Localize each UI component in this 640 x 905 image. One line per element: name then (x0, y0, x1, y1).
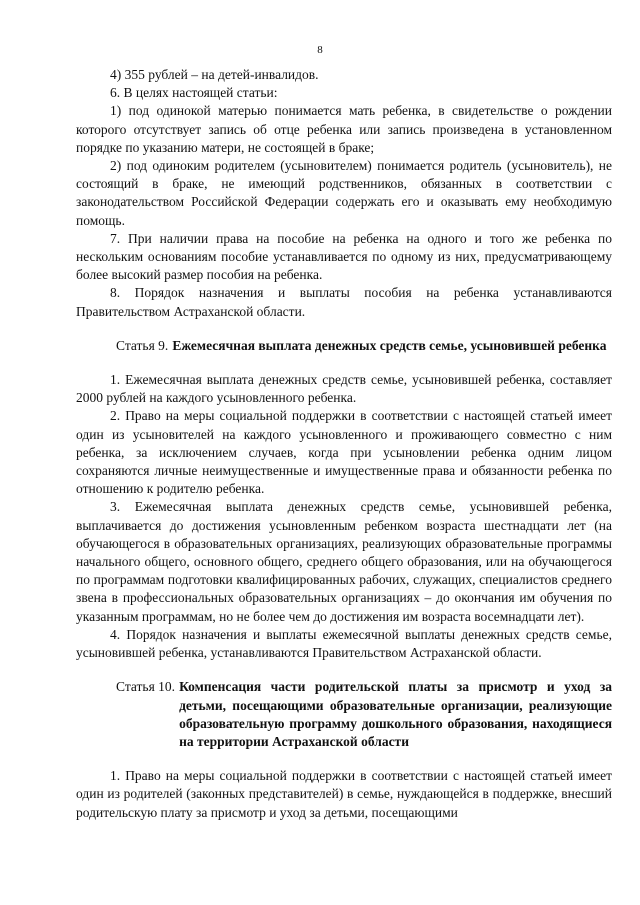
article-9-heading (76, 337, 612, 355)
paragraph: 4) 355 рублей – на детей-инвалидов. (110, 67, 319, 82)
paragraph: 3. Ежемесячная выплата денежных средств семье, усыновившей ребенка, выплачивается до достижения усыновленным ребенком возраста шестнадцати лет (на обучающегося в образовательных организациях, реализующих образовательные программы начального общего, основного общего, среднего общего образования, или на обучающегося по программам подготовки квалифицированных рабочих, служащих, специалистов среднего звена в профессиональных образовательных организациях – до окончания им обучения по указанным программам, но не более чем до достижения им возраста восемнадцати лет). (76, 499, 612, 624)
article-10-heading (76, 678, 612, 751)
paragraph: 8. Порядок назначения и выплаты пособия на ребенка устанавливаются Правительством Астраханской области. (76, 285, 612, 319)
paragraph: 1) под одинокой матерью понимается мать ребенка, в свидетельстве о рождении которого отсутствует запись об отце ребенка или запись произведена в установленном порядке по указанию матери, не состоящей в браке; (76, 103, 612, 155)
page-number: 8 (317, 44, 323, 56)
document-body (76, 66, 612, 822)
article-9-label: Статья 9. (116, 337, 169, 353)
paragraph: 4. Порядок назначения и выплаты ежемесячной выплаты денежных средств семье, усыновившей ребенка, устанавливаются Правительством Астраханской области. (76, 626, 612, 661)
paragraph: 2) под одиноким родителем (усыновителем) понимается родитель (усыновитель), не состоящий в браке, не имеющий родственников, обязанных в соответствии с законодательством Российской Федерации содержать его и оказывать ему необходимую помощь. (76, 158, 612, 228)
paragraph: 6. В целях настоящей статьи: (110, 85, 278, 101)
paragraph: 7. При наличии права на пособие на ребенка на одного и того же ребенка по нескольким основаниям пособие устанавливается по одному из них, предусматривающему более высокий размер пособия на ребенка. (76, 230, 612, 283)
paragraph: 2. Право на меры социальной поддержки в соответствии с настоящей статьей имеет один из усыновителей на каждого усыновленного и проживающего совместно с ним ребенка, за исключением случаев, когда при усыновлении ребенка одним лицом сохраняются личные неимущественные и имущественные права и обязанности ребенка по отношению к родителю ребенка. (76, 408, 612, 497)
paragraph: 1. Право на меры социальной поддержки в соответствии с настоящей статьей имеет один из родителей (законных представителей) в семье, нуждающейся в поддержке, внесший родительскую плату за присмотр и уход за детьми, посещающими (76, 768, 612, 820)
paragraph: 1. Ежемесячная выплата денежных средств семье, усыновившей ребенка, составляет 2000 рублей на каждого усыновленного ребенка. (76, 372, 612, 406)
article-10-title: Компенсация части родительской платы за присмотр и уход за детьми, посещающими образовательные организации, реализующие образовательную программу дошкольного образования, находящиеся на территории Астраханской области (179, 679, 612, 749)
article-9-title: Ежемесячная выплата денежных средств семье, усыновившей ребенка (172, 337, 607, 353)
article-10-label: Статья 10. (116, 679, 176, 695)
